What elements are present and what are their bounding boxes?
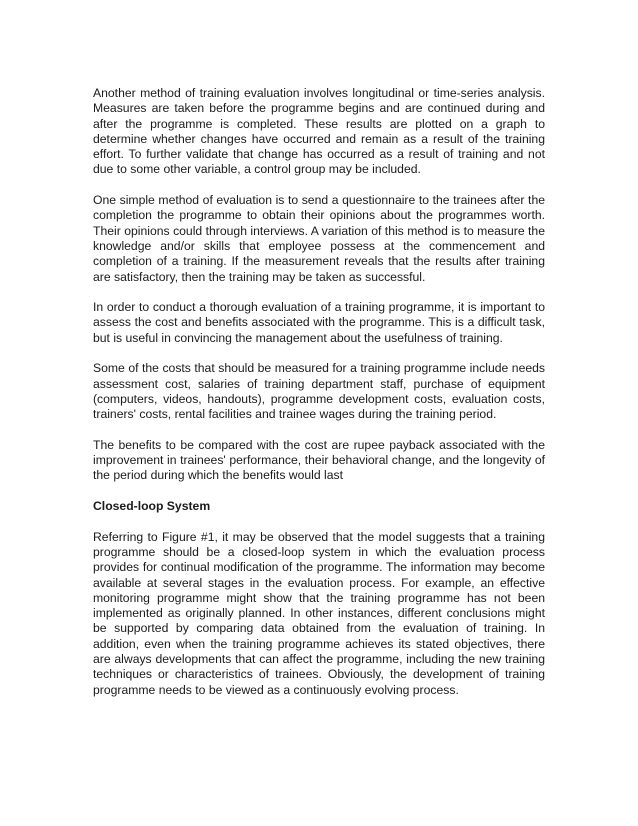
paragraph-cost-benefit: In order to conduct a thorough evaluation of a training programme, it is important to assess the cost and benefits associated with the programme. This is a difficult task, but is useful in convincing the management about the usefulness of training. (93, 300, 545, 345)
paragraph-longitudinal-analysis: Another method of training evaluation involves longitudinal or time-series analysis. Measures are taken before the programme begins and are continued during and after the programme is completed. These results are plotted on a graph to determine whether changes have occurred and remain as a result of the training effort. To further validate that change has occurred as a result of training and not due to some other variable, a control group may be included. (93, 86, 545, 177)
paragraph-closed-loop-system: Referring to Figure #1, it may be observed that the model suggests that a training programme should be a closed-loop system in which the evaluation process provides for continual modification of the programme. The information may become available at several stages in the evaluation process. For example, an effective monitoring programme might show that the training programme has not been implemented as originally planned. In other instances, different conclusions might be supported by comparing data obtained from the evaluation of training. In addition, even when the training programme achieves its stated objectives, there are always developments that can affect the programme, including the new training techniques or characteristics of trainees. Obviously, the development of training programme needs to be viewed as a continuously evolving process. (93, 529, 545, 697)
paragraph-questionnaire-method: One simple method of evaluation is to send a questionnaire to the trainees after the completion the programme to obtain their opinions about the programmes worth. Their opinions could through interviews. A variation of this method is to measure the knowledge and/or skills that employee possess at the commencement and completion of a training. If the measurement reveals that the results after training are satisfactory, then the training may be taken as successful. (93, 193, 545, 284)
paragraph-costs-measured: Some of the costs that should be measured for a training programme include needs assessment cost, salaries of training department staff, purchase of equipment (computers, videos, handouts), programme development costs, evaluation costs, trainers' costs, rental facilities and trainee wages during the training period. (93, 361, 545, 422)
paragraph-benefits-compared: The benefits to be compared with the cost are rupee payback associated with the improvement in trainees' performance, their behavioral change, and the longevity of the period during which the benefits would last (93, 437, 545, 483)
document-page (93, 86, 545, 713)
section-heading-closed-loop: Closed-loop System (93, 499, 211, 514)
